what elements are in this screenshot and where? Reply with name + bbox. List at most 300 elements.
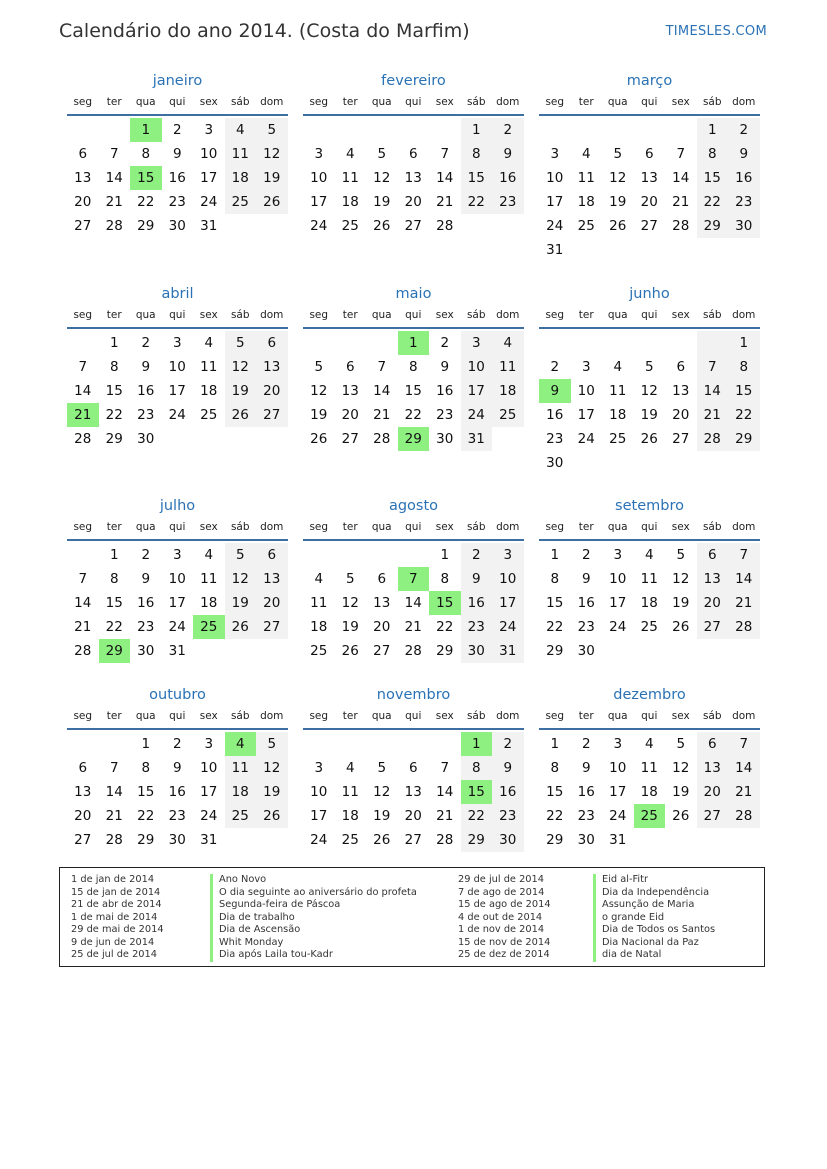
day-cell: 11 [200, 359, 218, 375]
day-cell: 22 [728, 403, 760, 427]
day-cell: 1 [550, 547, 560, 563]
day-cell: 17 [310, 194, 328, 210]
holiday-date: 25 de dez de 2014 [458, 949, 550, 960]
month-agosto [303, 495, 524, 663]
day-cell: 27 [640, 218, 658, 234]
day-cell: 16 [168, 170, 186, 186]
day-cell: 3 [204, 736, 214, 752]
day-cell: 4 [225, 118, 257, 142]
day-cell: 5 [377, 760, 387, 776]
day-cell: 26 [310, 431, 328, 447]
day-cell: 29 [137, 832, 155, 848]
day-grid [303, 118, 524, 238]
day-cell: 25 [193, 615, 225, 639]
day-grid [67, 331, 288, 451]
day-cell: 31 [168, 643, 186, 659]
day-cell: 26 [341, 643, 359, 659]
empty-day-cell [398, 118, 430, 142]
day-cell: 20 [672, 407, 690, 423]
weekday-label: seg [73, 521, 93, 533]
day-cell: 27 [404, 832, 422, 848]
day-cell: 12 [225, 567, 257, 591]
weekday-label: seg [545, 96, 565, 108]
day-cell: 4 [345, 760, 355, 776]
empty-day-cell [602, 118, 634, 142]
day-cell: 15 [429, 591, 461, 615]
day-cell: 20 [74, 808, 92, 824]
empty-day-cell [665, 639, 697, 663]
weekday-label: ter [106, 521, 122, 533]
month-name: julho [159, 498, 196, 514]
day-cell: 30 [728, 214, 760, 238]
day-cell: 22 [137, 808, 155, 824]
day-cell: 29 [137, 218, 155, 234]
weekday-label: sex [199, 96, 218, 108]
day-cell: 5 [377, 146, 387, 162]
brand-link[interactable]: TIMESLES.COM [665, 24, 767, 39]
weekday-label: sáb [702, 710, 722, 722]
weekday-label: sex [435, 96, 454, 108]
day-cell: 14 [697, 379, 729, 403]
weekday-header [539, 92, 760, 116]
empty-day-cell [697, 639, 729, 663]
weekday-label: qui [405, 309, 422, 321]
day-cell: 6 [256, 331, 288, 355]
day-cell: 26 [256, 804, 288, 828]
day-cell: 25 [341, 832, 359, 848]
day-cell: 24 [609, 619, 627, 635]
empty-day-cell [634, 828, 666, 852]
day-cell: 15 [461, 166, 493, 190]
weekday-label: dom [260, 521, 284, 533]
day-cell: 15 [697, 166, 729, 190]
weekday-label: sáb [466, 309, 486, 321]
empty-day-cell [539, 331, 571, 355]
day-cell: 1 [461, 118, 493, 142]
empty-day-cell [335, 543, 367, 567]
day-cell: 23 [492, 190, 524, 214]
weekday-label: ter [342, 710, 358, 722]
day-cell: 24 [200, 808, 218, 824]
empty-day-cell [366, 331, 398, 355]
month-name: maio [395, 286, 432, 302]
day-cell: 14 [404, 595, 422, 611]
day-cell: 23 [728, 190, 760, 214]
holiday-name: Segunda-feira de Páscoa [210, 899, 417, 912]
weekday-label: ter [106, 309, 122, 321]
day-cell: 23 [546, 431, 564, 447]
day-cell: 27 [74, 832, 92, 848]
empty-day-cell [225, 639, 257, 663]
day-cell: 18 [225, 780, 257, 804]
day-cell: 29 [436, 643, 454, 659]
day-cell: 14 [74, 595, 92, 611]
day-cell: 4 [644, 736, 654, 752]
day-cell: 23 [577, 619, 595, 635]
empty-day-cell [67, 118, 99, 142]
empty-day-cell [728, 639, 760, 663]
day-cell: 10 [310, 170, 328, 186]
day-cell: 5 [644, 359, 654, 375]
weekday-label: qua [607, 710, 628, 722]
day-cell: 7 [676, 146, 686, 162]
day-cell: 28 [373, 431, 391, 447]
empty-day-cell [303, 732, 335, 756]
empty-day-cell [193, 427, 225, 451]
day-cell: 30 [461, 639, 493, 663]
day-cell: 19 [256, 166, 288, 190]
month-name: dezembro [613, 687, 686, 703]
empty-day-cell [602, 331, 634, 355]
day-cell: 9 [172, 146, 182, 162]
day-cell: 13 [373, 595, 391, 611]
day-cell: 5 [225, 543, 257, 567]
weekday-label: sáb [702, 309, 722, 321]
day-cell: 3 [461, 331, 493, 355]
month-janeiro [67, 70, 288, 238]
day-cell: 12 [373, 170, 391, 186]
day-grid [67, 732, 288, 852]
empty-day-cell [634, 118, 666, 142]
empty-day-cell [366, 543, 398, 567]
day-cell: 10 [200, 760, 218, 776]
day-cell: 17 [609, 595, 627, 611]
day-cell: 7 [78, 359, 88, 375]
day-cell: 18 [640, 784, 658, 800]
day-cell: 8 [461, 756, 493, 780]
day-cell: 10 [168, 359, 186, 375]
day-cell: 22 [461, 804, 493, 828]
weekday-label: qua [607, 309, 628, 321]
day-cell: 30 [546, 455, 564, 471]
day-cell: 22 [436, 619, 454, 635]
day-cell: 16 [168, 784, 186, 800]
weekday-label: ter [106, 710, 122, 722]
day-cell: 26 [225, 615, 257, 639]
day-cell: 28 [105, 218, 123, 234]
holiday-date: 1 de jan de 2014 [71, 874, 155, 885]
day-cell: 7 [398, 567, 430, 591]
empty-day-cell [366, 732, 398, 756]
weekday-label: dom [732, 96, 756, 108]
weekday-label: sex [199, 521, 218, 533]
weekday-label: sáb [466, 710, 486, 722]
day-cell: 19 [225, 379, 257, 403]
day-cell: 5 [676, 736, 686, 752]
day-cell: 28 [436, 218, 454, 234]
day-cell: 28 [105, 832, 123, 848]
day-cell: 24 [546, 218, 564, 234]
day-cell: 11 [492, 355, 524, 379]
weekday-label: seg [73, 710, 93, 722]
day-cell: 6 [697, 543, 729, 567]
day-cell: 8 [440, 571, 450, 587]
day-cell: 8 [109, 571, 119, 587]
day-cell: 10 [609, 571, 627, 587]
day-cell: 1 [398, 331, 430, 355]
day-cell: 31 [200, 218, 218, 234]
day-cell: 25 [634, 804, 666, 828]
day-cell: 2 [728, 118, 760, 142]
day-cell: 3 [613, 547, 623, 563]
day-cell: 21 [436, 808, 454, 824]
day-cell: 12 [672, 760, 690, 776]
day-cell: 14 [373, 383, 391, 399]
day-cell: 14 [105, 170, 123, 186]
day-cell: 20 [373, 619, 391, 635]
day-cell: 8 [550, 571, 560, 587]
day-cell: 16 [577, 784, 595, 800]
day-cell: 28 [74, 643, 92, 659]
day-cell: 7 [728, 543, 760, 567]
day-cell: 21 [67, 403, 99, 427]
weekday-label: qui [169, 309, 186, 321]
weekday-label: sáb [702, 521, 722, 533]
month-name: fevereiro [381, 73, 446, 89]
day-cell: 24 [168, 407, 186, 423]
day-cell: 27 [697, 804, 729, 828]
day-cell: 28 [672, 218, 690, 234]
day-cell: 8 [697, 142, 729, 166]
day-grid [539, 732, 760, 852]
weekday-label: dom [496, 710, 520, 722]
weekday-label: seg [73, 96, 93, 108]
day-cell: 4 [204, 547, 214, 563]
weekday-label: dom [260, 309, 284, 321]
day-cell: 19 [373, 194, 391, 210]
day-cell: 24 [577, 431, 595, 447]
empty-day-cell [571, 238, 603, 262]
month-name: novembro [376, 687, 451, 703]
day-cell: 17 [200, 170, 218, 186]
empty-day-cell [67, 331, 99, 355]
day-cell: 16 [577, 595, 595, 611]
day-cell: 29 [728, 427, 760, 451]
holiday-date: 15 de nov de 2014 [458, 936, 551, 948]
day-cell: 27 [74, 218, 92, 234]
day-cell: 5 [256, 732, 288, 756]
empty-day-cell [665, 331, 697, 355]
day-cell: 18 [200, 595, 218, 611]
day-cell: 3 [172, 335, 182, 351]
day-cell: 15 [728, 379, 760, 403]
weekday-label: seg [545, 521, 565, 533]
day-cell: 21 [373, 407, 391, 423]
weekday-label: sáb [230, 309, 250, 321]
day-cell: 6 [256, 543, 288, 567]
day-cell: 24 [492, 615, 524, 639]
day-cell: 24 [168, 619, 186, 635]
weekday-label: qui [641, 710, 658, 722]
weekday-label: ter [578, 521, 594, 533]
day-cell: 14 [436, 784, 454, 800]
weekday-label: seg [309, 521, 329, 533]
day-cell: 18 [577, 194, 595, 210]
day-cell: 29 [546, 643, 564, 659]
day-cell: 7 [440, 146, 450, 162]
day-cell: 15 [546, 595, 564, 611]
month-março [539, 70, 760, 262]
day-cell: 6 [78, 146, 88, 162]
weekday-label: ter [578, 710, 594, 722]
day-cell: 16 [492, 780, 524, 804]
day-cell: 13 [74, 170, 92, 186]
day-cell: 12 [373, 784, 391, 800]
day-cell: 1 [728, 331, 760, 355]
day-cell: 18 [225, 166, 257, 190]
day-cell: 14 [728, 567, 760, 591]
day-cell: 7 [78, 571, 88, 587]
holiday-name: Assunção de Maria [593, 899, 715, 912]
day-cell: 27 [256, 403, 288, 427]
weekday-header [67, 706, 288, 730]
weekday-header [303, 92, 524, 116]
empty-day-cell [193, 639, 225, 663]
day-cell: 22 [105, 407, 123, 423]
day-cell: 8 [109, 359, 119, 375]
day-cell: 9 [728, 142, 760, 166]
weekday-label: qua [371, 710, 392, 722]
day-cell: 1 [461, 732, 493, 756]
weekday-label: qua [135, 710, 156, 722]
month-name: janeiro [152, 73, 203, 89]
day-cell: 21 [728, 591, 760, 615]
day-cell: 29 [105, 431, 123, 447]
day-cell: 18 [200, 383, 218, 399]
empty-day-cell [728, 451, 760, 475]
day-cell: 18 [640, 595, 658, 611]
holiday-name: o grande Eid [593, 912, 715, 925]
day-cell: 17 [492, 591, 524, 615]
empty-day-cell [256, 639, 288, 663]
day-cell: 27 [697, 615, 729, 639]
day-cell: 30 [577, 643, 595, 659]
weekday-label: ter [342, 521, 358, 533]
day-cell: 11 [577, 170, 595, 186]
holiday-date: 29 de mai de 2014 [71, 924, 164, 935]
weekday-label: dom [496, 309, 520, 321]
weekday-label: sáb [702, 96, 722, 108]
day-cell: 23 [577, 808, 595, 824]
day-cell: 13 [404, 784, 422, 800]
day-cell: 11 [225, 142, 257, 166]
day-cell: 13 [672, 383, 690, 399]
day-cell: 29 [398, 427, 430, 451]
weekday-label: dom [260, 96, 284, 108]
day-cell: 15 [105, 595, 123, 611]
empty-day-cell [225, 214, 257, 238]
weekday-label: sáb [466, 521, 486, 533]
day-cell: 7 [440, 760, 450, 776]
day-cell: 10 [168, 571, 186, 587]
day-cell: 15 [461, 780, 493, 804]
day-cell: 29 [546, 832, 564, 848]
day-cell: 16 [461, 591, 493, 615]
day-cell: 18 [341, 808, 359, 824]
day-cell: 30 [492, 828, 524, 852]
empty-day-cell [366, 118, 398, 142]
day-cell: 13 [640, 170, 658, 186]
empty-day-cell [335, 331, 367, 355]
day-cell: 24 [461, 403, 493, 427]
month-name: abril [161, 286, 194, 302]
empty-day-cell [492, 214, 524, 238]
weekday-label: sex [671, 96, 690, 108]
holiday-name: Dia de Ascensão [210, 924, 417, 937]
day-cell: 20 [640, 194, 658, 210]
empty-day-cell [99, 732, 131, 756]
day-cell: 23 [168, 194, 186, 210]
day-cell: 17 [609, 784, 627, 800]
weekday-label: dom [732, 309, 756, 321]
day-cell: 2 [581, 547, 591, 563]
day-cell: 4 [492, 331, 524, 355]
day-cell: 6 [345, 359, 355, 375]
day-cell: 6 [377, 571, 387, 587]
holiday-name: Eid al-Fitr [593, 874, 715, 887]
holiday-name: Dia da Independência [593, 887, 715, 900]
weekday-label: sex [199, 309, 218, 321]
day-cell: 17 [168, 383, 186, 399]
holiday-name: Dia de Todos os Santos [593, 924, 715, 937]
day-cell: 2 [581, 736, 591, 752]
weekday-label: sex [199, 710, 218, 722]
day-cell: 4 [644, 547, 654, 563]
day-cell: 21 [672, 194, 690, 210]
weekday-label: sex [435, 710, 454, 722]
empty-day-cell [571, 331, 603, 355]
day-cell: 5 [345, 571, 355, 587]
weekday-label: qua [371, 521, 392, 533]
day-cell: 22 [697, 190, 729, 214]
day-cell: 3 [204, 122, 214, 138]
weekday-label: seg [545, 710, 565, 722]
weekday-label: seg [545, 309, 565, 321]
empty-day-cell [162, 427, 194, 451]
holiday-date: 25 de jul de 2014 [71, 949, 158, 960]
day-cell: 24 [609, 808, 627, 824]
weekday-label: qui [405, 96, 422, 108]
empty-day-cell [398, 543, 430, 567]
day-cell: 26 [225, 403, 257, 427]
day-cell: 16 [137, 383, 155, 399]
day-cell: 8 [141, 146, 151, 162]
day-cell: 17 [310, 808, 328, 824]
day-cell: 4 [581, 146, 591, 162]
month-name: junho [629, 286, 670, 302]
empty-day-cell [335, 732, 367, 756]
day-cell: 19 [640, 407, 658, 423]
holiday-dates-col-1 [71, 874, 164, 962]
day-cell: 1 [130, 118, 162, 142]
day-cell: 26 [373, 832, 391, 848]
weekday-header [303, 706, 524, 730]
day-cell: 2 [461, 543, 493, 567]
day-cell: 21 [105, 808, 123, 824]
weekday-label: qui [641, 521, 658, 533]
weekday-label: sex [671, 710, 690, 722]
day-cell: 2 [172, 122, 182, 138]
empty-day-cell [665, 238, 697, 262]
month-setembro [539, 495, 760, 663]
day-cell: 14 [728, 756, 760, 780]
day-cell: 15 [130, 166, 162, 190]
day-cell: 20 [341, 407, 359, 423]
weekday-label: sáb [230, 521, 250, 533]
holiday-date: 9 de jun de 2014 [71, 936, 155, 948]
day-cell: 13 [697, 756, 729, 780]
day-cell: 28 [728, 804, 760, 828]
